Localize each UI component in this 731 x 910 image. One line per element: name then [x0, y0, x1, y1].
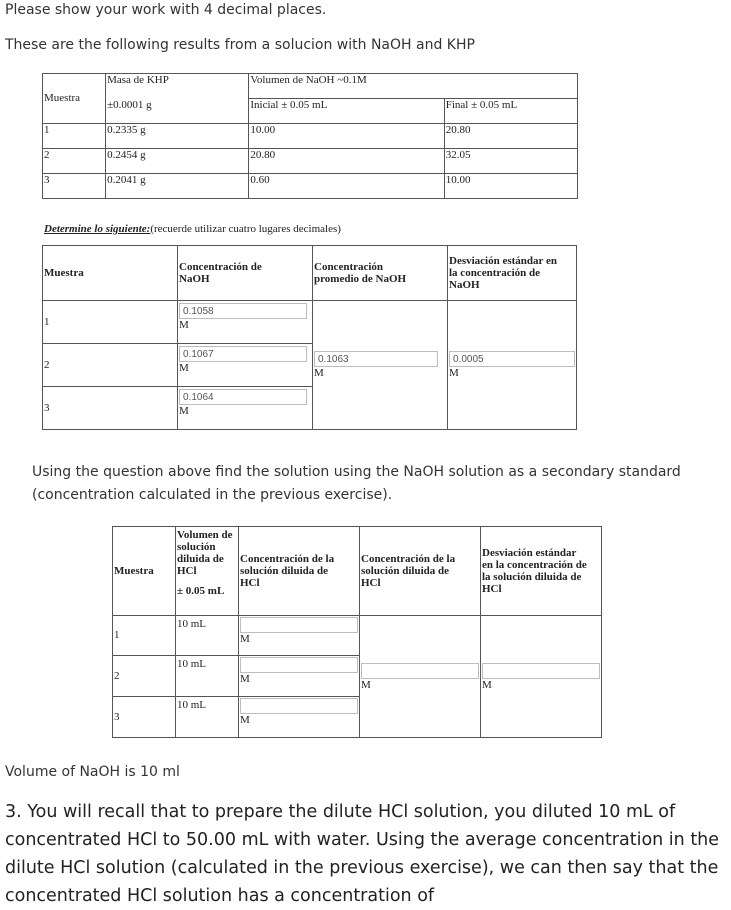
t2-header-prom-line2: promedio de NaOH [314, 273, 407, 285]
t3-header-conc-line1: Concentración de la [240, 553, 335, 565]
determine-note: (recuerde utilizar cuatro lugares decimales) [150, 223, 341, 235]
t3-header-prom-line1: Concentración de la [361, 553, 456, 565]
t3-header-desv-line3: la solución diluida de [482, 571, 582, 583]
determine-heading [44, 223, 341, 235]
t3-header-prom [360, 527, 481, 616]
table-row [43, 301, 577, 344]
t1-final: 20.80 [444, 124, 577, 149]
t1-header-final: Final ± 0.05 mL [444, 99, 577, 124]
problem3-line1: 3. You will recall that to prepare the dilute HCl solution, you diluted 10 mL of [5, 802, 676, 822]
t2-header-desv [448, 246, 577, 301]
t2-header-desv-line2: la concentración de [449, 267, 541, 279]
t3-header-vol-line2: solución [177, 541, 216, 553]
table-row [43, 174, 578, 199]
t2-header-muestra: Muestra [43, 246, 178, 301]
t3-desviacion-input[interactable] [482, 663, 600, 679]
t3-header-prom-line2: solución diluida de [361, 565, 450, 577]
t1-header-masa-unc: ±0.0001 g [106, 99, 249, 124]
t2-header-prom-line1: Concentración [314, 261, 384, 273]
t1-header-muestra: Muestra [43, 74, 106, 124]
naoh-concentration-table [42, 245, 577, 430]
t3-vol: 10 mL [176, 697, 239, 738]
t2-unit: M [314, 367, 324, 379]
t3-header-vol [176, 527, 239, 616]
t2-header-conc-line1: Concentración de [179, 261, 262, 273]
hcl-concentration-table [112, 526, 602, 738]
t3-header-vol-unc: ± 0.05 mL [177, 585, 225, 597]
t3-header-muestra: Muestra [113, 527, 176, 616]
problem3-line2: concentrated HCl to 50.00 mL with water. Using the average concentration in the [5, 830, 720, 850]
t2-header-desv-line3: NaOH [449, 279, 480, 291]
t2-desviacion-input[interactable]: 0.0005 [449, 351, 575, 367]
t1-header-volumen: Volumen de NaOH ~0.1M [249, 74, 578, 99]
t1-masa: 0.2041 g [106, 174, 249, 199]
t2-muestra: 3 [43, 387, 178, 430]
t3-header-desv-line1: Desviación estándar [482, 547, 577, 559]
t2-promedio-input[interactable]: 0.1063 [314, 351, 438, 367]
table-row [43, 124, 578, 149]
table-row [113, 616, 602, 656]
t3-muestra: 1 [113, 616, 176, 656]
t3-promedio-input[interactable] [361, 663, 479, 679]
question-line2: (concentration calculated in the previous exercise). [32, 487, 393, 503]
t2-unit: M [179, 362, 189, 374]
t1-header-inicial: Inicial ± 0.05 mL [249, 99, 444, 124]
t3-conc-input[interactable] [240, 657, 358, 673]
t3-unit: M [240, 633, 250, 645]
t3-header-desv-line4: HCl [482, 583, 502, 595]
t2-conc-input[interactable]: 0.1058 [179, 303, 307, 319]
question-line1: Using the question above find the solution using the NaOH solution as a secondary standard [32, 464, 681, 480]
t3-unit: M [361, 678, 371, 691]
instruction-text: Please show your work with 4 decimal places. [5, 2, 327, 18]
intro-text: These are the following results from a solucion with NaOH and KHP [5, 37, 475, 53]
t2-unit: M [179, 405, 189, 417]
t1-final: 10.00 [444, 174, 577, 199]
t1-masa: 0.2454 g [106, 149, 249, 174]
t3-header-vol-line1: Volumen de [177, 529, 233, 541]
t3-header-vol-line3: diluida de [177, 553, 224, 565]
t2-header-prom [313, 246, 448, 301]
t3-unit: M [240, 714, 250, 726]
t3-vol: 10 mL [176, 616, 239, 656]
t2-conc-input[interactable]: 0.1064 [179, 389, 307, 405]
t3-header-desv [481, 527, 602, 616]
t1-inicial: 20.80 [249, 149, 444, 174]
t3-header-conc-line3: HCl [240, 577, 260, 589]
t3-muestra: 2 [113, 656, 176, 697]
t1-muestra: 3 [43, 174, 106, 199]
t1-muestra: 1 [43, 124, 106, 149]
t3-header-desv-line2: en la concentración de [482, 559, 587, 571]
t3-header-prom-line3: HCl [361, 577, 381, 589]
t1-muestra: 2 [43, 149, 106, 174]
t1-inicial: 0.60 [249, 174, 444, 199]
t2-header-conc [178, 246, 313, 301]
t3-unit: M [240, 673, 250, 685]
problem3-line4: concentrated HCl solution has a concentration of [5, 886, 435, 906]
t3-unit: M [482, 678, 492, 691]
t1-final: 32.05 [444, 149, 577, 174]
khp-results-table [42, 73, 578, 199]
t1-masa: 0.2335 g [106, 124, 249, 149]
t1-header-masa: Masa de KHP [106, 74, 249, 99]
t3-header-conc [239, 527, 360, 616]
t3-conc-input[interactable] [240, 617, 358, 633]
t2-unit: M [449, 367, 459, 379]
t2-header-conc-line2: NaOH [179, 273, 210, 285]
t1-inicial: 10.00 [249, 124, 444, 149]
t3-conc-input[interactable] [240, 698, 358, 714]
t2-unit: M [179, 319, 189, 331]
t3-header-vol-line4: HCl [177, 565, 197, 577]
t2-muestra: 1 [43, 301, 178, 344]
t2-muestra: 2 [43, 344, 178, 387]
t3-header-conc-line2: solución diluida de [240, 565, 329, 577]
table-row [43, 149, 578, 174]
t2-header-desv-line1: Desviación estándar en [449, 255, 557, 267]
t3-vol: 10 mL [176, 656, 239, 697]
problem3-line3: dilute HCl solution (calculated in the previous exercise), we can then say that the [5, 858, 719, 878]
determine-title: Determine lo siguiente: [44, 223, 151, 235]
t2-conc-input[interactable]: 0.1067 [179, 346, 307, 362]
volume-note: Volume of NaOH is 10 ml [5, 764, 180, 780]
t3-muestra: 3 [113, 697, 176, 738]
